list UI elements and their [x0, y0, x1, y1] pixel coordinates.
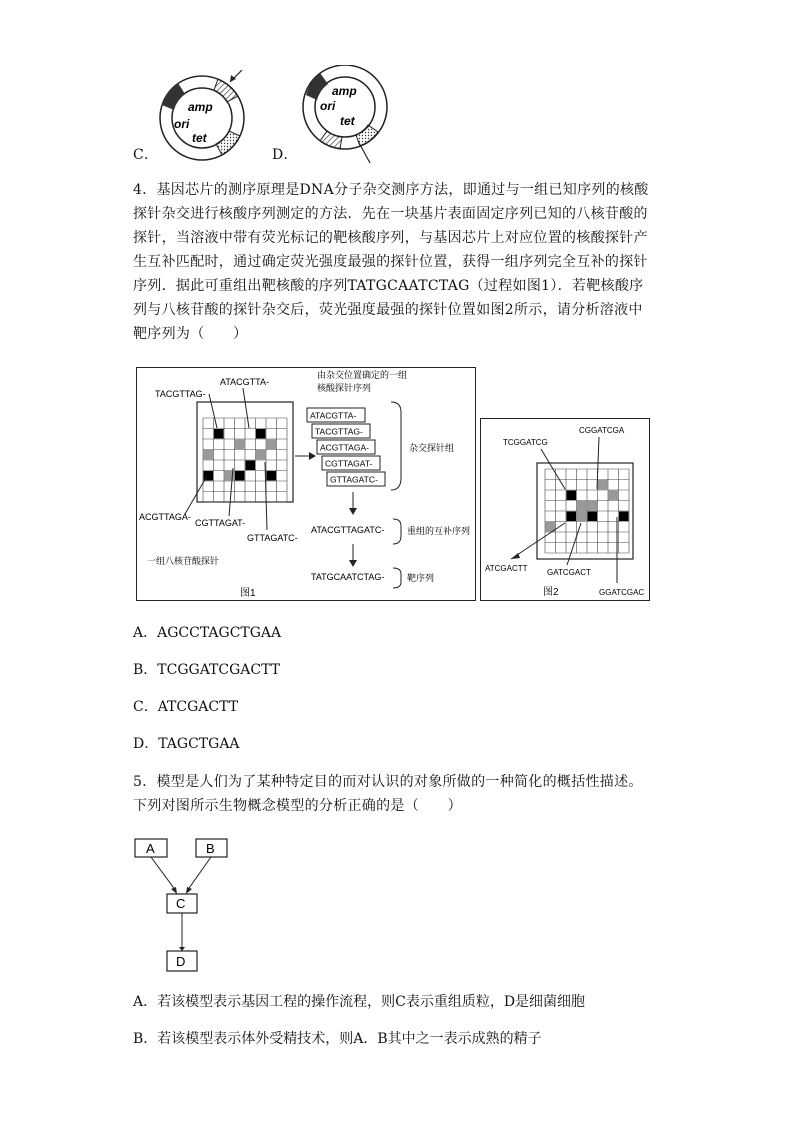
option-d-label: D． [272, 147, 298, 163]
q5-stem-line: 下列对图所示生物概念模型的分析正确的是（ ） [133, 798, 462, 814]
fig1-stack-probe: CGTTAGAT- [325, 458, 373, 469]
fig2-bot-left: ATCGACTT [485, 564, 528, 573]
fig2-probe-cell [598, 480, 608, 490]
fig2-top-left: TCGGATCG [503, 438, 548, 447]
plasmid-figure-d [280, 65, 420, 165]
concept-model-diagram [130, 836, 235, 976]
fig2-probe-cell [577, 501, 587, 511]
fig2-probe-cell [567, 491, 577, 501]
model-box-c: C [176, 896, 186, 911]
q4-stem-line: 靶序列为（ ） [133, 326, 248, 342]
fig1-probe-bot-left: ACGTTAGA- [139, 512, 191, 522]
fig1-array-label: 一组八核苷酸探针 [147, 556, 220, 566]
fig1-probe-top-left: TACGTTAG- [155, 389, 206, 399]
fig1-stack-probe: GTTAGATC- [330, 474, 378, 485]
plasmid-d-amp-label: amp [332, 84, 357, 98]
fig1-target-seq: TATGCAATCTAG- [311, 572, 385, 582]
model-box-a: A [146, 841, 155, 856]
q4-stem-line: 探针杂交进行核酸序列测定的方法．先在一块基片表面固定序列已知的八核苷酸的 [133, 206, 648, 222]
plasmid-c-tet-label: tet [192, 131, 207, 145]
q4-stem-line: 4．基因芯片的测序原理是DNA分子杂交测序方法，即通过与一组已知序列的核酸 [133, 182, 649, 198]
q4-stem-line: 列与八核苷酸的探针杂交后，荧光强度最强的探针位置如图2所示，请分析溶液中 [133, 302, 643, 318]
plasmid-c-ori-label: ori [174, 117, 190, 131]
q4-option-a[interactable]: A．AGCCTAGCTGAA [133, 625, 282, 641]
question-5-stem [133, 770, 693, 818]
fig1-probe-cell [256, 450, 266, 460]
fig1-stack-probe: TACGTTAG- [315, 426, 363, 437]
q4-stem-line: 探针，当溶液中带有荧光标记的靶核酸序列，与基因芯片上对应位置的核酸探针产 [133, 230, 648, 246]
plasmid-d-tet-label: tet [340, 114, 355, 128]
fig1-probe-cell [256, 429, 266, 439]
q5-stem-line: 5．模型是人们为了某种特定目的而对认识的对象所做的一种简化的概括性描述。 [133, 774, 643, 790]
fig1-probe-cell [204, 450, 214, 460]
fig1-probe-top-mid: ATACGTTA- [220, 377, 269, 387]
fig2-probe-cell [577, 512, 587, 522]
fig1-probe-cell [235, 471, 245, 481]
fig2-probe-cell [609, 491, 619, 501]
fig2-probe-cell [588, 512, 598, 522]
figure-1 [136, 367, 476, 601]
plasmid-d-ori-label: ori [320, 99, 336, 113]
q5-option-b[interactable]: B．若该模型表示体外受精技术，则A．B其中之一表示成熟的精子 [133, 1031, 542, 1047]
model-box-d: D [176, 954, 186, 969]
q4-option-d[interactable]: D．TAGCTGAA [133, 736, 240, 752]
fig1-stack-probe: ATACGTTA- [310, 410, 357, 421]
fig1-recombined-seq: ATACGTTAGATC- [311, 525, 385, 535]
fig1-probe-cell [267, 440, 277, 450]
fig1-probe-cell [235, 440, 245, 450]
fig2-probe-cell [619, 512, 629, 522]
fig1-probe-cell [246, 461, 256, 471]
fig1-header-line1: 由杂交位置确定的一组 [317, 370, 408, 380]
fig2-probe-cell [567, 512, 577, 522]
fig2-caption: 图2 [543, 587, 559, 598]
q5-option-a[interactable]: A．若该模型表示基因工程的操作流程，则C表示重组质粒，D是细菌细胞 [133, 994, 586, 1010]
fig2-bot-mid: GATCGACT [547, 568, 591, 577]
fig2-top-right: CGGATCGA [579, 426, 625, 435]
fig1-stack-label: 杂交探针组 [409, 443, 455, 453]
fig2-bot-right: GGATCGAC [599, 588, 645, 597]
plasmid-c-amp-label: amp [188, 100, 213, 114]
model-box-b: B [206, 841, 215, 856]
q4-option-c[interactable]: C．ATCGACTT [133, 699, 239, 715]
figure-2 [480, 418, 650, 601]
fig1-header-line2: 核酸探针序列 [317, 383, 372, 393]
option-c-label: C． [133, 147, 159, 163]
q4-stem-line: 生互补匹配时，通过确定荧光强度最强的探针位置，获得一组序列完全互补的探针 [133, 254, 648, 270]
fig1-probe-bot-mid: CGTTAGAT- [195, 518, 246, 528]
fig1-target-label: 靶序列 [407, 573, 435, 583]
question-4-stem [133, 178, 693, 346]
fig1-probe-cell [214, 429, 224, 439]
fig1-probe-bot-right: GTTAGATC- [247, 533, 298, 543]
q4-option-b[interactable]: B．TCGGATCGACTT [133, 662, 281, 678]
fig1-stack-probe: ACGTTAGA- [320, 442, 369, 453]
fig1-probe-cell [267, 471, 277, 481]
fig1-recombined-label: 重组的互补序列 [407, 526, 471, 536]
fig2-probe-cell [588, 501, 598, 511]
q4-stem-line: 序列．据此可重组出靶核酸的序列TATGCAATCTAG（过程如图1）．若靶核酸序 [133, 278, 644, 294]
fig1-caption: 图1 [240, 588, 256, 599]
